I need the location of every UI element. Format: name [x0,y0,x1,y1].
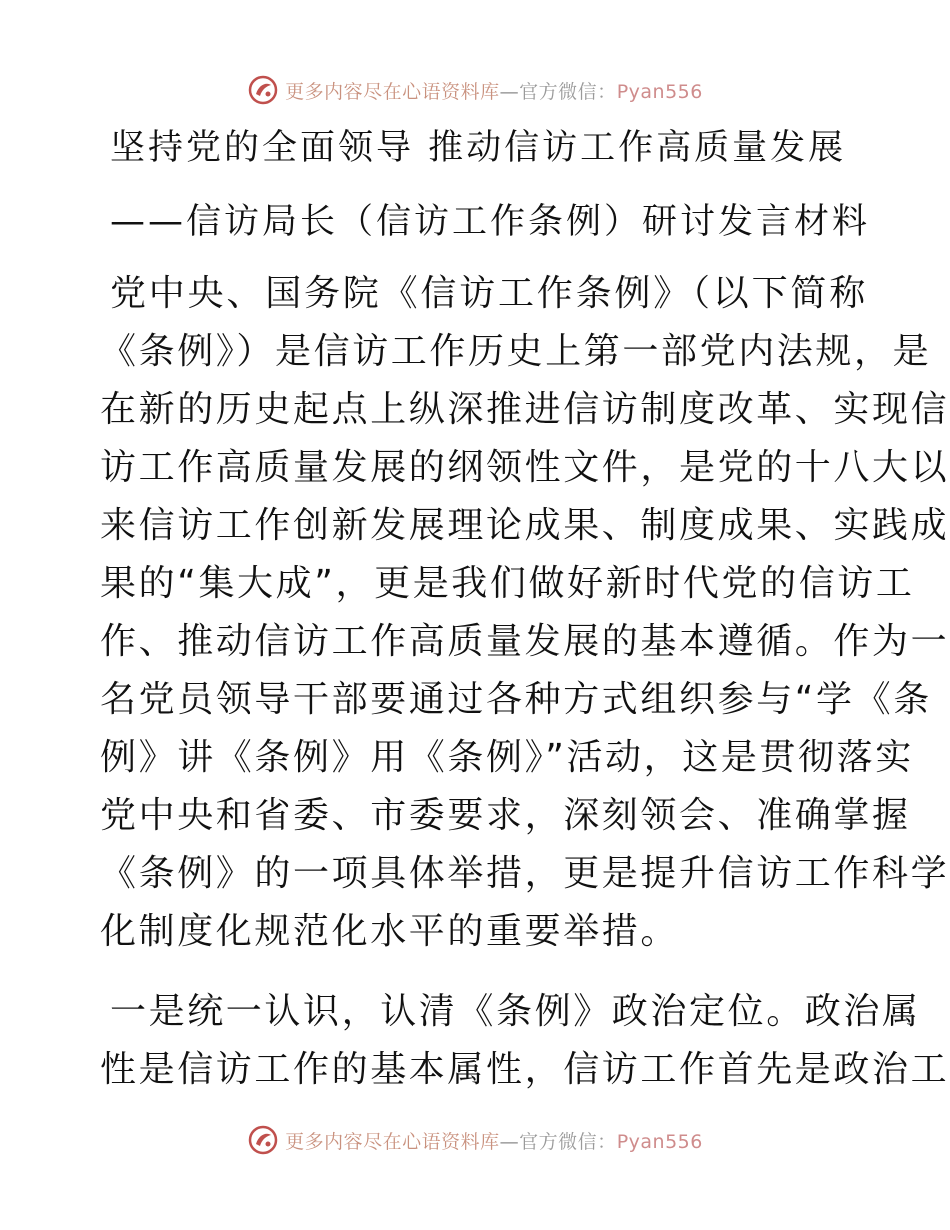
paragraph-line: 访工作高质量发展的纲领性文件，是党的十八大以 [100,447,950,488]
watermark-main-text: 更多内容尽在心语资料库 [285,80,500,103]
watermark-main-text: 更多内容尽在心语资料库 [285,1130,500,1153]
watermark-wechat-label: 官方微信： [519,80,617,103]
paragraph-line: 作、推动信访工作高质量发展的基本遵循。作为一 [100,621,950,662]
footer-watermark [0,1120,950,1160]
paragraph-line: 性是信访工作的基本属性，信访工作首先是政治工 [100,1049,950,1090]
document-title: 坚持党的全面领导 推动信访工作高质量发展 [110,128,847,168]
paragraph-line: 在新的历史起点上纵深推进信访制度改革、实现信 [100,389,950,430]
watermark-text [285,1127,703,1154]
paragraph-line: 化制度化规范化水平的重要举措。 [100,911,680,952]
brand-logo-icon [247,1124,279,1156]
paragraph-line: 果的“集大成”，更是我们做好新时代党的信访工 [100,563,915,604]
watermark-separator: — [499,1130,520,1153]
paragraph-line: 党中央和省委、市委要求，深刻领会、准确掌握 [100,795,911,836]
watermark-separator: — [499,80,520,103]
paragraph-1 [100,265,950,961]
paragraph-2 [100,983,950,1099]
paragraph-line: 《条例》）是信访工作历史上第一部党内法规，是 [100,331,932,372]
paragraph-line: 《条例》的一项具体举措，更是提升信访工作科学 [100,853,950,894]
document-subtitle: ——信访局长（信访工作条例）研讨发言材料 [110,202,871,242]
watermark-wechat-id: Pyan556 [616,80,703,103]
header-watermark [0,70,950,110]
watermark-wechat-label: 官方微信： [519,1130,617,1153]
paragraph-line: 党中央、国务院《信访工作条例》（以下简称 [110,273,869,314]
watermark-text [285,77,703,104]
paragraph-line: 名党员领导干部要通过各种方式组织参与“学《条 [100,679,932,720]
paragraph-line: 例》讲《条例》用《条例》”活动，这是贯彻落实 [100,737,914,778]
paragraph-line: 来信访工作创新发展理论成果、制度成果、实践成 [100,505,950,546]
watermark-wechat-id: Pyan556 [616,1130,703,1153]
paragraph-line: 一是统一认识，认清《条例》政治定位。政治属 [110,991,921,1032]
brand-logo-icon [247,74,279,106]
